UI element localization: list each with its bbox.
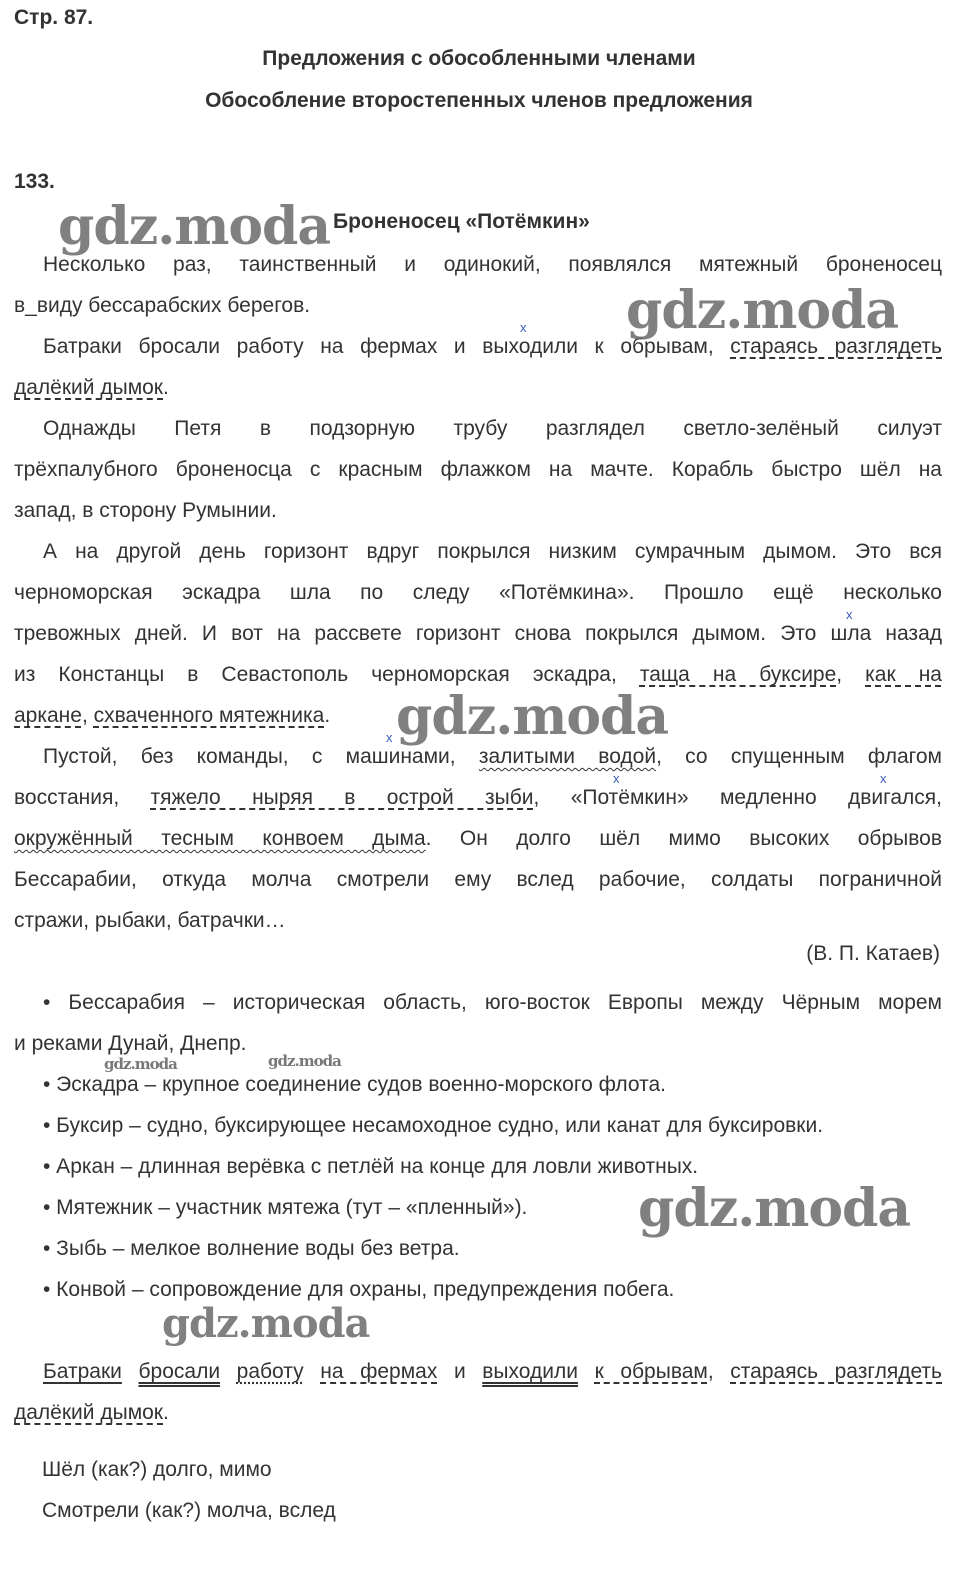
text-line: тревожных дней. И вот на рассвете горизонт снова покрылся дымом. Это шла назад (14, 622, 942, 645)
attribute-phrase: схваченного мятежника (93, 704, 325, 727)
text-line: Бессарабии, откуда молча смотрели ему вслед рабочие, солдаты пограничной (14, 868, 942, 891)
glossary-item: • Аркан – длинная верёвка с петлёй на конце для ловли животных. (43, 1155, 699, 1178)
text-line: черноморская эскадра шла по следу «Потёмкина». Прошло ещё несколько (14, 581, 942, 604)
text-line: стражи, рыбаки, батрачки… (14, 909, 286, 932)
object: работу (236, 1360, 304, 1383)
paragraph-3 (14, 408, 942, 531)
cross-mark: x (880, 771, 887, 786)
watermark: gdz.moda (58, 196, 331, 257)
adverbial: на фермах (320, 1360, 438, 1383)
cross-mark: x (520, 320, 527, 335)
glossary-item: • Бессарабия – историческая область, юго-восток Европы между Чёрным морем (43, 991, 942, 1014)
answer-line: Смотрели (как?) молча, вслед (42, 1499, 336, 1522)
watermark: gdz.moda (396, 686, 669, 747)
cross-mark: x (846, 607, 853, 622)
glossary-item: • Зыбь – мелкое волнение воды без ветра. (43, 1237, 460, 1260)
cross-mark: x (613, 771, 620, 786)
text-span: . Он долго шёл мимо высоких обрывов (425, 827, 942, 850)
glossary-item: • Конвой – сопровождение для охраны, предупреждения побега. (43, 1278, 675, 1301)
adverbial-phrase: тяжело ныряя в острой зыби (150, 786, 534, 809)
participial-phrase: окружённый тесным конвоем дыма (14, 827, 426, 850)
watermark: gdz.moda (162, 1300, 370, 1347)
glossary-item: • Мятежник – участник мятежа (тут – «пленный»). (43, 1196, 528, 1219)
answers (42, 1449, 336, 1531)
text-line (14, 1392, 942, 1433)
text-span: Пустой, без команды, с машинами, (43, 745, 479, 768)
story-title: Броненосец «Потёмкин» (333, 210, 590, 233)
section-title: Предложения с обособленными членами (262, 47, 696, 70)
text-line (14, 818, 942, 859)
watermark: gdz.moda (626, 280, 899, 341)
author-attribution: (В. П. Катаев) (806, 942, 940, 965)
watermark: gdz.moda (268, 1052, 341, 1070)
answer-line: Шёл (как?) долго, мимо (42, 1458, 272, 1481)
text-span: из Констанцы в Севастополь черноморская эскадра, (14, 663, 640, 686)
adverbial: к обрывам (594, 1360, 708, 1383)
text-line (14, 1351, 942, 1392)
text-span: , «Потёмкин» медленно двигался, (533, 786, 942, 809)
adverbial-phrase: стараясь разглядеть (730, 335, 942, 358)
text-span: , (836, 663, 866, 686)
glossary (14, 982, 942, 1310)
watermark: gdz.moda (104, 1055, 177, 1073)
adverbial-phrase-cont: далёкий дымок (14, 376, 163, 399)
text-line: Несколько раз, таинственный и одинокий, появлялся мятежный броненосец (43, 253, 942, 276)
glossary-item-cont: и реками Дунай, Днепр. (14, 1032, 247, 1055)
predicate: выходили (482, 1360, 578, 1383)
text-span: . (163, 1401, 169, 1424)
text-span: . (324, 704, 331, 727)
text-span: восстания, (14, 786, 151, 809)
paragraph-5 (14, 736, 942, 941)
predicate: бросали (138, 1360, 221, 1383)
adverbial-phrase-cont: далёкий дымок (14, 1401, 163, 1424)
cross-mark: x (386, 730, 393, 745)
adverbial-phrase: стараясь разглядеть (730, 1360, 942, 1383)
text-line (14, 777, 942, 818)
exercise-number: 133. (14, 170, 55, 193)
text-span: Батраки бросали работу на фермах и выходили к обрывам, (43, 335, 731, 358)
text-span: . (163, 376, 169, 399)
glossary-item: • Эскадра – крупное соединение судов военно-морского флота. (43, 1073, 666, 1096)
subject: Батраки (43, 1360, 122, 1383)
glossary-item: • Буксир – судно, буксирующее несамоходное судно, или канат для буксировки. (43, 1114, 824, 1137)
comparison-phrase: как на (865, 663, 942, 686)
text-span: , (81, 704, 94, 727)
adverbial-phrase: таща на буксире (639, 663, 837, 686)
comparison-phrase-cont: аркане (14, 704, 82, 727)
text-span: , со спущенным флагом (656, 745, 942, 768)
page-number: Стр. 87. (14, 6, 94, 29)
sentence-analysis (14, 1351, 942, 1433)
watermark: gdz.moda (638, 1178, 911, 1239)
text-line: запад, в сторону Румынии. (14, 499, 277, 522)
text-line: в_виду бессарабских берегов. (14, 294, 311, 317)
text-line (14, 367, 942, 408)
text-line: трёхпалубного броненосца с красным флажком на мачте. Корабль быстро шёл на (14, 458, 942, 481)
participial-phrase: залитыми водой (478, 745, 657, 768)
conjunction: и (453, 1360, 466, 1383)
text-line: Однажды Петя в подзорную трубу разглядел светло-зелёный силуэт (43, 417, 942, 440)
section-subtitle: Обособление второстепенных членов предложения (205, 89, 753, 112)
text-line: А на другой день горизонт вдруг покрылся низким сумрачным дымом. Это вся (43, 540, 942, 563)
text-span: , (707, 1360, 731, 1383)
